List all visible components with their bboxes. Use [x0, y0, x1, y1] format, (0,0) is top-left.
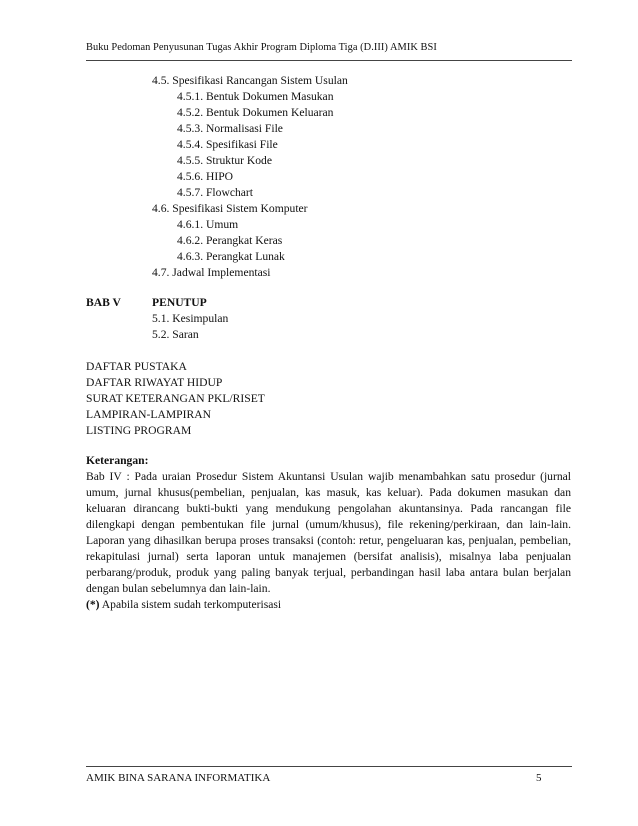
- footnote-marker: (*): [86, 598, 100, 611]
- footnote: [86, 598, 281, 612]
- header-rule: [86, 60, 572, 61]
- toc-5-2: 5.2. Saran: [152, 328, 199, 341]
- toc-4-5: 4.5. Spesifikasi Rancangan Sistem Usulan: [152, 74, 348, 87]
- notes-line: rekapitulasi jurnal) serta laporan untuk manajemen (bersifat analisis), misalnya laba penjualan: [86, 550, 571, 563]
- toc-4-5-7: 4.5.7. Flowchart: [177, 186, 253, 199]
- toc-4-6-3: 4.6.3. Perangkat Lunak: [177, 250, 285, 263]
- notes-line: perbarang/produk, produk yang paling banyak terjual, perbandingan hasil laba antara bulan berjalan: [86, 566, 571, 579]
- toc-4-5-6: 4.5.6. HIPO: [177, 170, 234, 183]
- toc-4-6-2: 4.6.2. Perangkat Keras: [177, 234, 283, 247]
- back-matter-item: LISTING PROGRAM: [86, 424, 192, 437]
- toc-4-5-1: 4.5.1. Bentuk Dokumen Masukan: [177, 90, 334, 103]
- page-number: 5: [536, 772, 542, 784]
- back-matter-item: SURAT KETERANGAN PKL/RISET: [86, 392, 265, 405]
- toc-4-5-2: 4.5.2. Bentuk Dokumen Keluaran: [177, 106, 334, 119]
- toc-5-1: 5.1. Kesimpulan: [152, 312, 229, 325]
- toc-4-6-1: 4.6.1. Umum: [177, 218, 239, 231]
- toc-4-5-5: 4.5.5. Struktur Kode: [177, 154, 272, 167]
- notes-line: dengan bulan sebelumnya dan lain-lain.: [86, 582, 271, 595]
- footer-institution: AMIK BINA SARANA INFORMATIKA: [86, 772, 271, 784]
- footer-rule: [86, 766, 572, 767]
- back-matter-item: DAFTAR RIWAYAT HIDUP: [86, 376, 223, 389]
- toc-4-6: 4.6. Spesifikasi Sistem Komputer: [152, 202, 308, 215]
- notes-line: Bab IV : Pada uraian Prosedur Sistem Akuntansi Usulan wajib menambahkan satu prosedur (jurnal: [86, 470, 571, 483]
- notes-line: dilengkapi dengan pembentukan file jurnal (umum/khusus), file rekening/perkiraan, dan lain-lain.: [86, 518, 571, 531]
- bab-v-title: PENUTUP: [152, 296, 207, 309]
- notes-line: umum, jurnal khusus(pembelian, penjualan, kas masuk, kas keluar). Pada dokumen masukan dan: [86, 486, 571, 499]
- running-header: Buku Pedoman Penyusunan Tugas Akhir Program Diploma Tiga (D.III) AMIK BSI: [86, 42, 437, 53]
- notes-line: Laporan yang dihasilkan berupa proses transaksi (contoh: retur, pengeluaran kas, penjualan, pembelian,: [86, 534, 571, 547]
- back-matter-item: LAMPIRAN-LAMPIRAN: [86, 408, 211, 421]
- back-matter-item: DAFTAR PUSTAKA: [86, 360, 187, 373]
- toc-4-5-3: 4.5.3. Normalisasi File: [177, 122, 283, 135]
- bab-v-label: BAB V: [86, 296, 121, 309]
- footnote-text: Apabila sistem sudah terkomputerisasi: [99, 598, 282, 611]
- notes-line: keluaran dirancang bukti-bukti yang mendukung pengolahan akuntansinya. Pada rancangan file: [86, 502, 571, 515]
- notes-heading: Keterangan:: [86, 454, 149, 467]
- toc-4-7: 4.7. Jadwal Implementasi: [152, 266, 271, 279]
- toc-4-5-4: 4.5.4. Spesifikasi File: [177, 138, 278, 151]
